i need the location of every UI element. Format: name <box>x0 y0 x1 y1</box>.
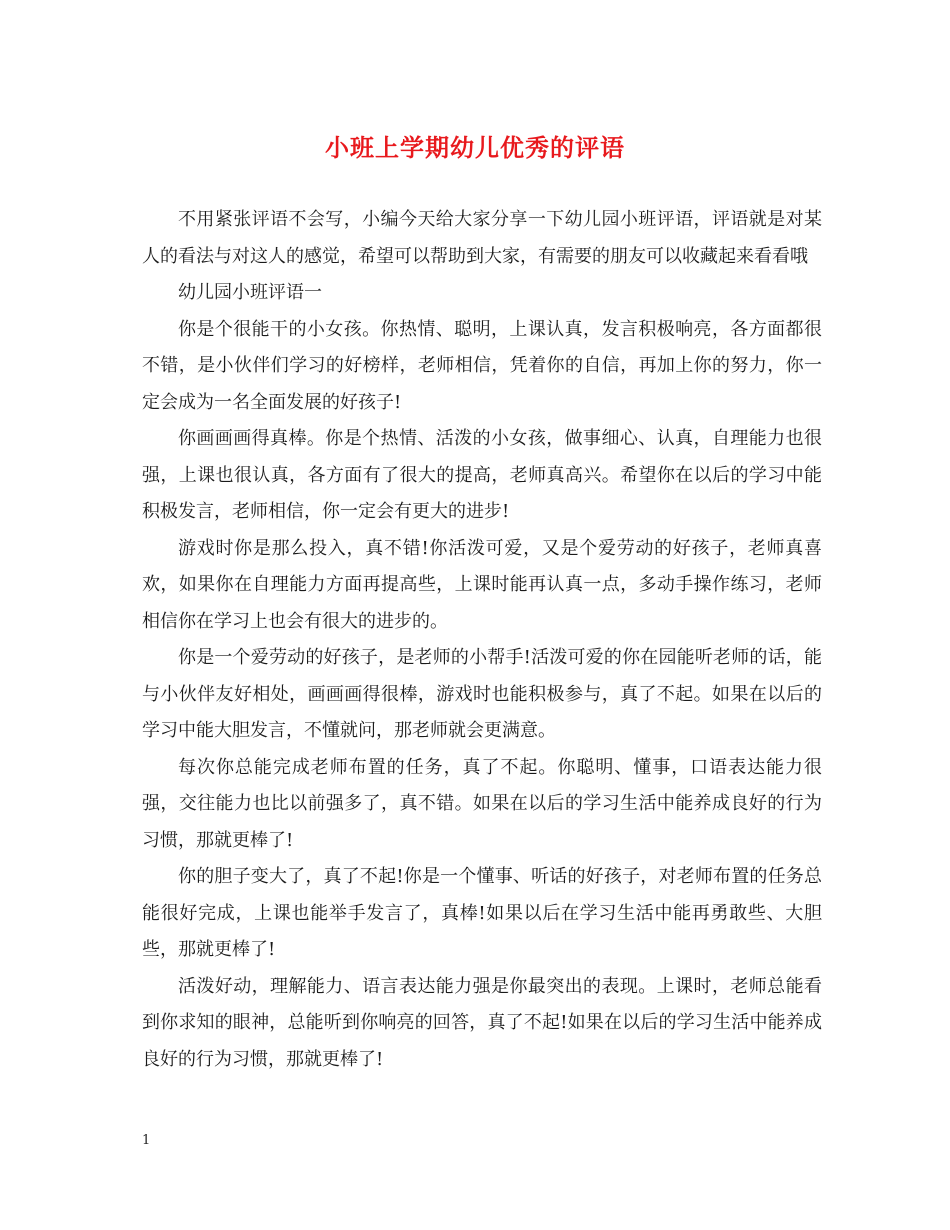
page-number: 1 <box>142 1133 151 1148</box>
comment-paragraph: 你画画画得真棒。你是个热情、活泼的小女孩，做事细心、认真，自理能力也很强，上课也很认真，各方面有了很大的提高，老师真高兴。希望你在以后的学习中能积极发言，老师相信，你一定会有更大的进步! <box>142 428 822 522</box>
comment-paragraph: 活泼好动，理解能力、语言表达能力强是你最突出的表现。上课时，老师总能看到你求知的眼神，总能听到你响亮的回答，真了不起!如果在以后的学习生活中能养成良好的行为习惯，那就更棒了! <box>142 975 822 1070</box>
document-body <box>142 202 822 1078</box>
section-heading: 幼儿园小班评语一 <box>178 282 322 303</box>
comment-paragraph: 你是个很能干的小女孩。你热情、聪明，上课认真，发言积极响亮，各方面都很不错，是小伙伴们学习的好榜样，老师相信，凭着你的自信，再加上你的努力，你一定会成为一名全面发展的好孩子! <box>142 318 822 413</box>
intro-paragraph: 不用紧张评语不会写，小编今天给大家分享一下幼儿园小班评语，评语就是对某人的看法与对这人的感觉，希望可以帮助到大家，有需要的朋友可以收藏起来看看哦 <box>142 209 822 267</box>
comment-paragraph: 你是一个爱劳动的好孩子，是老师的小帮手!活泼可爱的你在园能听老师的话，能与小伙伴友好相处，画画画得很棒，游戏时也能积极参与，真了不起。如果在以后的学习中能大胆发言，不懂就问，那老师就会更满意。 <box>142 647 822 741</box>
comment-paragraph: 游戏时你是那么投入，真不错!你活泼可爱，又是个爱劳动的好孩子，老师真喜欢，如果你在自理能力方面再提高些，上课时能再认真一点，多动手操作练习，老师相信你在学习上也会有很大的进步的。 <box>142 537 822 632</box>
comment-paragraph: 你的胆子变大了，真了不起!你是一个懂事、听话的好孩子，对老师布置的任务总能很好完成，上课也能举手发言了，真棒!如果以后在学习生活中能再勇敢些、大胆些，那就更棒了! <box>142 866 822 960</box>
document-title: 小班上学期幼儿优秀的评语 <box>325 133 625 162</box>
comment-paragraph: 每次你总能完成老师布置的任务，真了不起。你聪明、懂事，口语表达能力很强，交往能力也比以前强多了，真不错。如果在以后的学习生活中能养成良好的行为习惯，那就更棒了! <box>142 756 822 851</box>
